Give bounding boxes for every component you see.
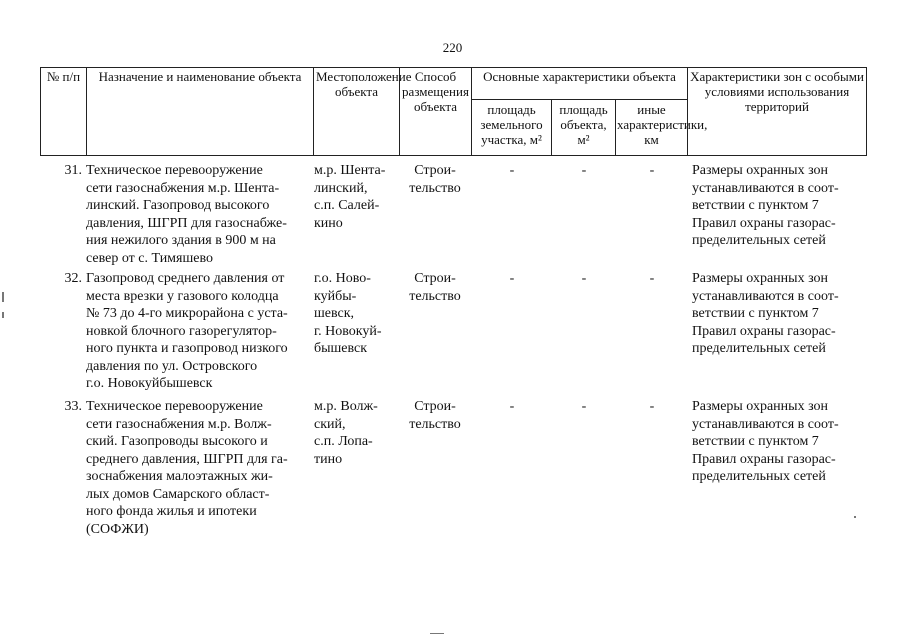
object-location: м.р. Шента- линский, с.п. Салей- кино — [314, 163, 386, 231]
other-characteristics: - — [649, 399, 655, 414]
object-name: Техническое перевооружение сети газоснабжения м.р. Волж- ский. Газопроводы высокого и среднего давления, ШГРП для га- зоснабжения малоэтажных жи- лых домов Самарского област- ного фонда жилья и ипотеки (СОФЖИ) — [86, 399, 288, 537]
object-area: - — [581, 271, 587, 286]
zone-characteristics: Размеры охранных зон устанавливаются в соот- ветствии с пунктом 7 Правил охраны газорас- пределительных сетей — [692, 271, 839, 356]
object-area: - — [581, 163, 587, 178]
header-num: № п/п — [41, 68, 87, 156]
land-area: - — [509, 271, 515, 286]
placement-method: Строи- тельство — [409, 399, 461, 432]
placement-method: Строи- тельство — [409, 271, 461, 304]
header-land-area: площадь земельного участка, м² — [472, 100, 552, 156]
header-location: Местоположение объекта — [314, 68, 400, 156]
row-number: 33. — [64, 399, 82, 414]
page-number: 220 — [442, 40, 463, 55]
header-method: Способ размещения объекта — [400, 68, 472, 156]
other-characteristics: - — [649, 271, 655, 286]
header-other-characteristics: иные характеристики, км — [616, 100, 688, 156]
land-area: - — [509, 163, 515, 178]
object-name: Техническое перевооружение сети газоснабжения м.р. Шента- линский. Газопровод высокого давления, ШГРП для газоснабже- ния нежилого здания в 900 м на север от с. Тимяшево — [86, 163, 287, 266]
header-name: Назначение и наименование объекта — [87, 68, 314, 156]
scan-mark — [2, 292, 4, 302]
table-header — [40, 67, 867, 156]
row-number: 31. — [64, 163, 82, 178]
scan-mark — [854, 516, 856, 518]
object-area: - — [581, 399, 587, 414]
land-area: - — [509, 399, 515, 414]
placement-method: Строи- тельство — [409, 163, 461, 196]
row-number: 32. — [64, 271, 82, 286]
scan-mark — [430, 633, 444, 634]
object-name: Газопровод среднего давления от места врезки у газового колодца № 73 до 4-го микрорайона с уста- новкой блочного газорегулятор- ного пункта и газопровод низкого давления по ул. Островского г.о. Новокуйбышевск — [86, 271, 288, 391]
object-location: г.о. Ново- куйбы- шевск, г. Новокуй- бышевск — [314, 271, 382, 356]
scan-mark — [2, 312, 4, 318]
header-object-area: площадь объекта, м² — [552, 100, 616, 156]
header-zones: Характеристики зон с особыми условиями использования территорий — [688, 68, 867, 156]
object-location: м.р. Волж- ский, с.п. Лопа- тино — [314, 399, 378, 467]
other-characteristics: - — [649, 163, 655, 178]
header-main-characteristics: Основные характеристики объекта — [472, 68, 688, 100]
zone-characteristics: Размеры охранных зон устанавливаются в соот- ветствии с пунктом 7 Правил охраны газорас- пределительных сетей — [692, 399, 839, 484]
zone-characteristics: Размеры охранных зон устанавливаются в соот- ветствии с пунктом 7 Правил охраны газорас- пределительных сетей — [692, 163, 839, 248]
